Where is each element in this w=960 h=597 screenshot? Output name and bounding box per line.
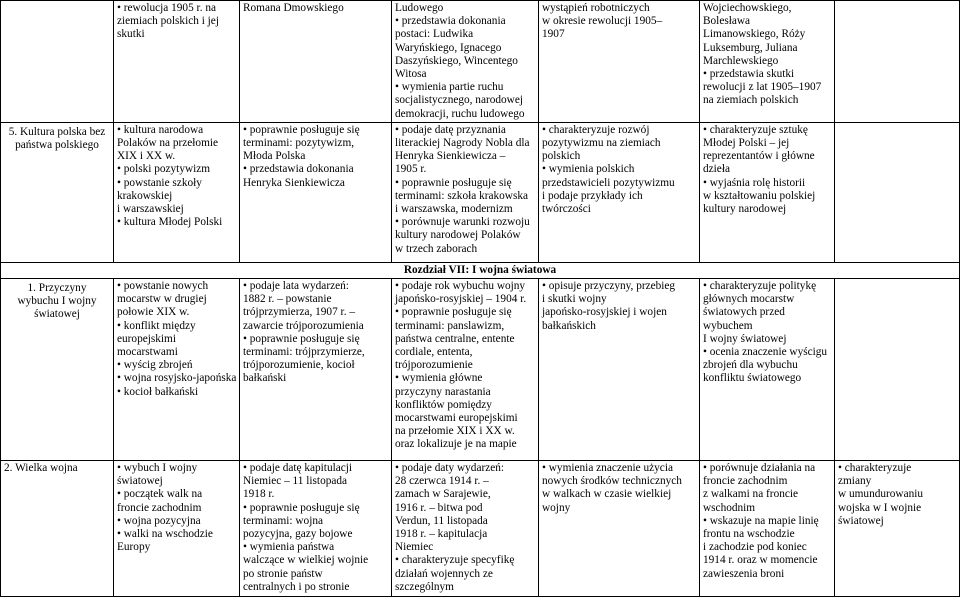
text-line: mocarstw w drugiej [117,293,207,306]
text-line: • początek walk na [117,488,203,501]
text-line: froncie zachodnim [703,475,788,488]
text-line: wojska w I wojnie [838,501,922,514]
text-line: socjalistycznego, narodowej [395,94,523,107]
text-line: • poprawnie posługuje się [395,176,512,189]
text-line: • podaje datę przyznania [395,123,506,136]
text-line: walczące w wielkiej wojnie [243,554,369,567]
text-line: działań wojennych ze [395,567,493,580]
requirement-cell [835,122,960,262]
text-line: • charakteryzuje politykę [703,280,817,293]
text-line: 1916 r. – bitwa pod [395,501,483,514]
text-line: • porównuje działania na [703,462,816,475]
text-line: • poprawnie posługuje się [243,501,360,514]
text-line: światowej [838,514,884,527]
text-line: polskich [542,150,581,163]
text-line: i skutki wojny [542,293,607,306]
text-line: wystąpień robotniczych [542,2,650,14]
text-line: zbrojeń dla wybuchu [703,359,798,372]
requirement-cell [240,1,392,123]
text-line: kultury narodowej Polaków [395,229,521,242]
requirement-cell [835,1,960,123]
text-line: Niemiec – 11 listopada [243,475,348,488]
text-line: • charakteryzuje specyfikę [395,554,515,567]
text-line: • charakteryzuje rozwój [542,123,650,136]
text-line: zawarcie trójporozumienia [243,319,364,332]
text-line: mocarstwami europejskimi [395,412,518,425]
text-line: głównych mocarstw [703,293,795,306]
text-line: przedstawicieli pozytywizmu [542,176,675,189]
text-line: terminami: pozytywizm, [243,137,355,150]
text-line: dzieła [703,163,730,176]
text-line: bałkański [243,372,287,385]
text-line: • ocenia znaczenie wyścigu [703,346,828,359]
text-line: Verdun, 11 listopada [395,514,488,527]
text-line: w kształtowaniu polskiej [703,189,816,202]
text-line: • konflikt między [117,319,196,332]
text-line: wschodnim [703,501,756,514]
text-line: • podaje daty wydarzeń: [395,462,505,475]
text-line: wojny [542,501,571,514]
text-line: w okresie rewolucji 1905– [542,15,663,28]
text-line: Luksemburg, Juliana [703,41,798,54]
text-line: Waryńskiego, Ignacego [395,41,502,54]
text-line: 1907 [542,28,565,41]
text-line: kultury narodowej [703,203,787,216]
requirement-cell [392,279,539,461]
text-line: zamach w Sarajewie, [395,488,491,501]
text-line: trójporozumienie, kocioł [243,359,355,372]
text-line: I wojny światowej [703,332,787,345]
text-line: Bolesława [703,15,751,28]
text-line: • podaje rok wybuchu wojny [395,280,526,293]
text-line: • charakteryzuje sztukę [703,123,808,136]
text-line: 1905 r. [395,163,427,176]
text-line: pozytywizmu na ziemiach [542,137,661,150]
requirement-cell [539,461,700,597]
text-line: • przedstawia dokonania [395,15,506,28]
text-line: terminami: trójprzymierze, [243,346,365,359]
table-row [1,122,960,262]
topic-line: światowej [34,308,80,321]
requirement-cell [539,279,700,461]
text-line: 28 czerwca 1914 r. – [395,475,489,488]
text-line: Henryka Sienkiewicza [243,176,345,189]
text-line: centralnych i po stronie [243,580,350,593]
text-line: konfliktu światowego [703,372,802,385]
text-line: ziemiach polskich i jej [117,15,219,28]
section-row [1,262,960,278]
text-line: Młodej Polski – jej [703,137,790,150]
text-line: europejskimi [117,332,176,345]
text-line: skutki [117,28,145,41]
text-line: Marchlewskiego [703,54,779,67]
text-line: i podaje przykłady ich [542,189,643,202]
text-line: • wymienia polskich [542,163,635,176]
text-line: • wybuch I wojny [117,462,198,475]
text-line: • podaje datę kapitulacji [243,462,353,475]
text-line: XIX i XX w. [117,150,176,163]
text-line: zawieszenia broni [703,567,785,580]
requirement-cell [392,122,539,262]
text-line: Daszyńskiego, Wincentego [395,54,518,67]
text-line: • walki na wschodzie [117,528,213,541]
text-line: literackiej Nagrody Nobla dla [395,137,530,150]
text-line: • wymienia partie ruchu [395,81,504,94]
text-line: na przełomie XIX i XX w. [395,425,515,438]
text-line: • podaje lata wydarzeń: [243,280,349,293]
requirement-cell [240,122,392,262]
text-line: Romana Dmowskiego [243,2,344,14]
text-line: po stronie państw [243,567,323,580]
text-line: 1918 r. [243,488,275,501]
text-line: konfliktów pomiędzy [395,398,492,411]
text-line: Niemiec [395,541,434,554]
requirement-cell [700,122,835,262]
text-line: na ziemiach polskich [703,94,799,107]
text-line: Ludowego [395,2,444,14]
text-line: 1882 r. – powstanie [243,293,332,306]
requirement-cell [835,461,960,597]
table-row [1,1,960,123]
text-line: japońsko-rosyjskiej i wojen [542,306,667,319]
text-line: Limanowskiego, Róży [703,28,806,41]
text-line: bałkańskich [542,319,596,332]
section-title: Rozdział VII: I wojna światowa [1,262,960,278]
text-line: trójprzymierza, 1907 r. – [243,306,355,319]
text-line: • powstanie nowych [117,280,209,293]
text-line: • wskazuje na mapie linię [703,514,819,527]
text-line: twórczości [542,203,591,216]
text-line: • wymienia państwa [243,541,335,554]
text-line: terminami: wojna [243,514,323,527]
topic-line: 5. Kultura polska bez [8,125,106,138]
requirement-cell [539,122,700,262]
text-line: • wymienia główne [395,372,483,385]
text-line: Polaków na przełomie [117,137,219,150]
text-line: japońsko-rosyjskiej – 1904 r. [395,293,527,306]
table-row [1,279,960,461]
text-line: • charakteryzuje [838,462,912,475]
text-line: i warszawska, modernizm [395,203,513,216]
text-line: i warszawskiej [117,203,184,216]
content-cell [114,122,240,262]
topic-cell [1,279,114,461]
text-line: w trzech zaborach [395,242,478,255]
text-line: • poprawnie posługuje się [243,332,360,345]
text-line: przyczyny narastania [395,385,491,398]
content-cell [114,461,240,597]
text-line: • powstanie szkoły [117,176,202,189]
text-line: • wojna rosyjsko-japońska [117,372,237,385]
topic-line: 1. Przyczyny [27,282,87,295]
requirement-cell [700,279,835,461]
text-line: w walkach w czasie wielkiej [542,488,672,501]
text-line: frontu na wschodzie [703,528,795,541]
text-line: z walkami na froncie [703,488,799,501]
text-line: mocarstwami [117,346,178,359]
text-line: wybuchem [703,319,753,332]
topic-cell [1,461,114,597]
text-line: • poprawnie posługuje się [395,306,512,319]
text-line: • wojna pozycyjna [117,514,201,527]
text-line: szczególnym [395,580,454,593]
text-line: światowych przed [703,306,785,319]
topic-line: 2. Wielka wojna [4,462,78,475]
topic-cell [1,122,114,262]
content-cell [114,1,240,123]
text-line: państwa centralne, entente [395,332,515,345]
text-line: • kultura narodowa [117,123,204,136]
text-line: • przedstawia skutki [703,68,795,81]
requirement-cell [392,461,539,597]
text-line: • wyścig zbrojeń [117,359,193,372]
text-line: 1914 r. oraz w momencie [703,554,818,567]
text-line: rewolucji z lat 1905–1907 [703,81,822,94]
text-line: • kultura Młodej Polski [117,216,223,229]
text-line: • porównuje warunki rozwoju [395,216,530,229]
text-line: pozycyjna, gazy bojowe [243,528,353,541]
text-line: krakowskiej [117,189,173,202]
text-line: nowych środków technicznych [542,475,682,488]
text-line: demokracji, ruchu ludowego [395,107,525,120]
text-line: Wojciechowskiego, [703,2,792,14]
text-line: Witosa [395,68,427,81]
text-line: postaci: Ludwika [395,28,474,41]
content-cell [114,279,240,461]
requirement-cell [835,279,960,461]
text-line: trójporozumienie [395,359,473,372]
text-line: Henryka Sienkiewicza – [395,150,506,163]
requirement-cell [539,1,700,123]
topic-cell [1,1,114,123]
text-line: w umundurowaniu [838,488,924,501]
text-line: zmiany [838,475,872,488]
requirement-cell [700,461,835,597]
text-line: Młoda Polska [243,150,306,163]
requirement-cell [240,461,392,597]
text-line: cordiale, ententa, [395,346,473,359]
text-line: froncie zachodnim [117,501,202,514]
text-line: • polski pozytywizm [117,163,211,176]
topic-line: państwa polskiego [15,139,99,152]
text-line: • opisuje przyczyny, przebieg [542,280,676,293]
text-line: oraz lokalizuje je na mapie [395,438,517,451]
text-line: • kocioł bałkański [117,385,199,398]
text-line: • przedstawia dokonania [243,163,354,176]
requirement-cell [700,1,835,123]
text-line: światowej [117,475,163,488]
requirement-cell [240,279,392,461]
text-line: • wyjaśnia rolę historii [703,176,806,189]
text-line: terminami: panslawizm, [395,319,505,332]
text-line: terminami: szkoła krakowska [395,189,529,202]
text-line: • wymienia znaczenie użycia [542,462,673,475]
text-line: połowie XIX w. [117,306,190,319]
text-line: i zachodzie pod koniec [703,541,807,554]
text-line: reprezentantów i główne [703,150,815,163]
text-line: Europy [117,541,151,554]
table-row [1,461,960,597]
text-line: 1918 r. – kapitulacja [395,528,488,541]
requirement-cell [392,1,539,123]
text-line: • rewolucja 1905 r. na [117,2,217,14]
text-line: • poprawnie posługuje się [243,123,360,136]
topic-line: wybuchu I wojny [17,295,97,308]
